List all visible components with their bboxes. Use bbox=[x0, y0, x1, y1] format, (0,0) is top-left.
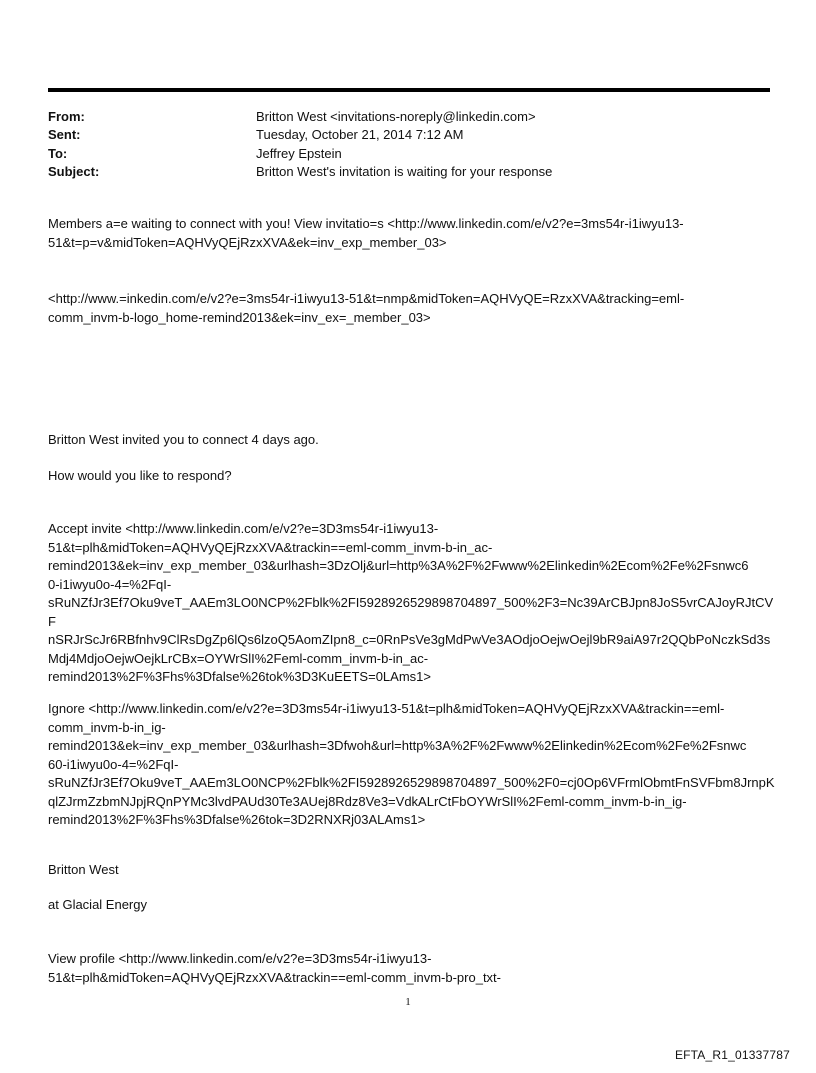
sent-value: Tuesday, October 21, 2014 7:12 AM bbox=[256, 127, 464, 142]
header-divider-rule bbox=[48, 88, 770, 92]
invited-paragraph: Britton West invited you to connect 4 days ago. bbox=[48, 432, 319, 447]
to-value: Jeffrey Epstein bbox=[256, 146, 342, 161]
bates-number: EFTA_R1_01337787 bbox=[674, 1048, 790, 1062]
page-number: 1 bbox=[405, 996, 411, 1008]
logo-link-paragraph: <http://www.=inkedin.com/e/v2?e=3ms54r-i1iwyu13-51&t=nmp&midToken=AQHVyQE=RzxXVA&tracking=eml- comm_invm-b-logo_home-remind2013&ek=inv_ex=_member_03> bbox=[48, 291, 685, 325]
from-label: From: bbox=[48, 109, 85, 124]
subject-value: Britton West's invitation is waiting for your response bbox=[256, 164, 553, 179]
from-value: Britton West <invitations-noreply@linkedin.com> bbox=[256, 109, 536, 124]
subject-label: Subject: bbox=[48, 164, 100, 179]
view-profile-link[interactable]: View profile <http://www.linkedin.com/e/v2?e=3D3ms54r-i1iwyu13- 51&t=plh&midToken=AQHVyQEjRzxXVA&trackin==eml-comm_invm-b-pro_txt- bbox=[48, 951, 501, 985]
accept-invite-link[interactable]: Accept invite <http://www.linkedin.com/e/v2?e=3D3ms54r-i1iwyu13- 51&t=plh&midToken=AQHVyQEjRzxXVA&trackin==eml-comm_invm-b-in_ac- remind2013&ek=inv_exp_member_03&urlhash=3DzOlj&url=http%3A%2F%2Fwww%2Elinkedin%2Ecom%2Fe%2Fsnwc6 0-i1iwyu0o-4=%2FqI- sRuNZfJr3Ef7Oku9veT_AAEm3LO0NCP%2Fblk%2FI5928926529898704897_500%2F3=Nc39ArCBJpn8JoS5vrCAJoyRJtCVF nSRJrScJr6RBfnhv9ClRsDgZp6lQs6lzoQ5AomZIpn8_c=0RnPsVe3gMdPwVe3AOdjoOejwOejl9bR9aiA97r2QQbPoNczkSd3s Mdj4MdjoOejwOejkLrCBx=OYWrSlI%2Feml-comm_invm-b-in_ac- remind2013%2F%3Fhs%3Dfalse%26tok%3D3KuEETS=0LAms1> bbox=[48, 521, 774, 684]
members-waiting-paragraph: Members a=e waiting to connect with you! View invitatio=s <http://www.linkedin.com/e/v2?e=3ms54r-i1iwyu13- 51&t=p=v&midToken=AQHVyQEjRzxXVA&ek=inv_exp_member_03> bbox=[48, 216, 684, 250]
sent-label: Sent: bbox=[48, 127, 81, 142]
sender-company: at Glacial Energy bbox=[48, 897, 147, 912]
sender-name: Britton West bbox=[48, 862, 119, 877]
to-label: To: bbox=[48, 146, 68, 161]
respond-question: How would you like to respond? bbox=[48, 468, 232, 483]
ignore-link[interactable]: Ignore <http://www.linkedin.com/e/v2?e=3D3ms54r-i1iwyu13-51&t=plh&midToken=AQHVyQEjRzxXVA&trackin==eml- comm_invm-b-in_ig- remind2013&ek=inv_exp_member_03&urlhash=3Dfwoh&url=http%3A%2F%2Fwww%2Elinkedin%2Ecom%2Fe%2Fsnwc 60-i1iwyu0o-4=%2FqI- sRuNZfJr3Ef7Oku9veT_AAEm3LO0NCP%2Fblk%2FI5928926529898704897_500%2F0=cj0Op6VFrmlObmtFnSVFbm8JrnpK qlZJrmZzbmNJpjRQnPYMc3lvdPAUd30Te3AUej8Rdz8Ve3=VdkALrCtFbOYWrSlI%2Feml-comm_invm-b-in_ig- remind2013%2F%3Fhs%3Dfalse%26tok=3D2RNXRj03ALAms1> bbox=[48, 701, 775, 827]
